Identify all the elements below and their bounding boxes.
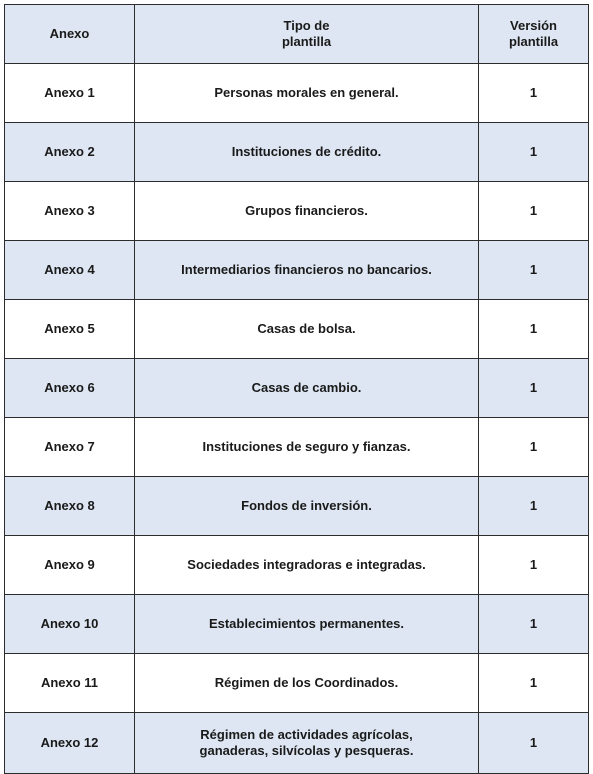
cell-version: 1 [479,359,589,418]
cell-anexo: Anexo 2 [5,123,135,182]
cell-version: 1 [479,595,589,654]
cell-version: 1 [479,64,589,123]
table-row [5,359,589,418]
cell-anexo: Anexo 11 [5,654,135,713]
cell-tipo: Régimen de los Coordinados. [135,654,479,713]
cell-anexo: Anexo 9 [5,536,135,595]
cell-tipo: Instituciones de crédito. [135,123,479,182]
cell-version: 1 [479,536,589,595]
cell-tipo: Grupos financieros. [135,182,479,241]
cell-version: 1 [479,300,589,359]
table-row [5,123,589,182]
cell-anexo: Anexo 8 [5,477,135,536]
cell-anexo: Anexo 6 [5,359,135,418]
cell-anexo: Anexo 7 [5,418,135,477]
table-row [5,595,589,654]
cell-tipo: Intermediarios financieros no bancarios. [135,241,479,300]
table-row [5,713,589,774]
header-anexo: Anexo [5,5,135,64]
anexos-table [4,4,589,774]
cell-tipo: Personas morales en general. [135,64,479,123]
table-body [5,64,589,774]
cell-version: 1 [479,654,589,713]
table-row [5,477,589,536]
header-tipo-plantilla: Tipo de plantilla [135,5,479,64]
table-row [5,241,589,300]
table-row [5,64,589,123]
table-row [5,300,589,359]
cell-version: 1 [479,123,589,182]
cell-anexo: Anexo 4 [5,241,135,300]
table-row [5,418,589,477]
cell-anexo: Anexo 3 [5,182,135,241]
cell-anexo: Anexo 1 [5,64,135,123]
cell-tipo: Casas de bolsa. [135,300,479,359]
cell-anexo: Anexo 12 [5,713,135,774]
cell-tipo: Establecimientos permanentes. [135,595,479,654]
table-row [5,182,589,241]
cell-tipo: Régimen de actividades agrícolas, ganaderas, silvícolas y pesqueras. [135,713,479,774]
cell-anexo: Anexo 5 [5,300,135,359]
cell-anexo: Anexo 10 [5,595,135,654]
cell-version: 1 [479,713,589,774]
header-version-plantilla: Versión plantilla [479,5,589,64]
cell-version: 1 [479,182,589,241]
cell-version: 1 [479,418,589,477]
cell-tipo: Sociedades integradoras e integradas. [135,536,479,595]
cell-tipo: Instituciones de seguro y fianzas. [135,418,479,477]
cell-tipo: Fondos de inversión. [135,477,479,536]
header-row [5,5,589,64]
cell-version: 1 [479,477,589,536]
cell-version: 1 [479,241,589,300]
table-header [5,5,589,64]
table-row [5,654,589,713]
table-row [5,536,589,595]
cell-tipo: Casas de cambio. [135,359,479,418]
